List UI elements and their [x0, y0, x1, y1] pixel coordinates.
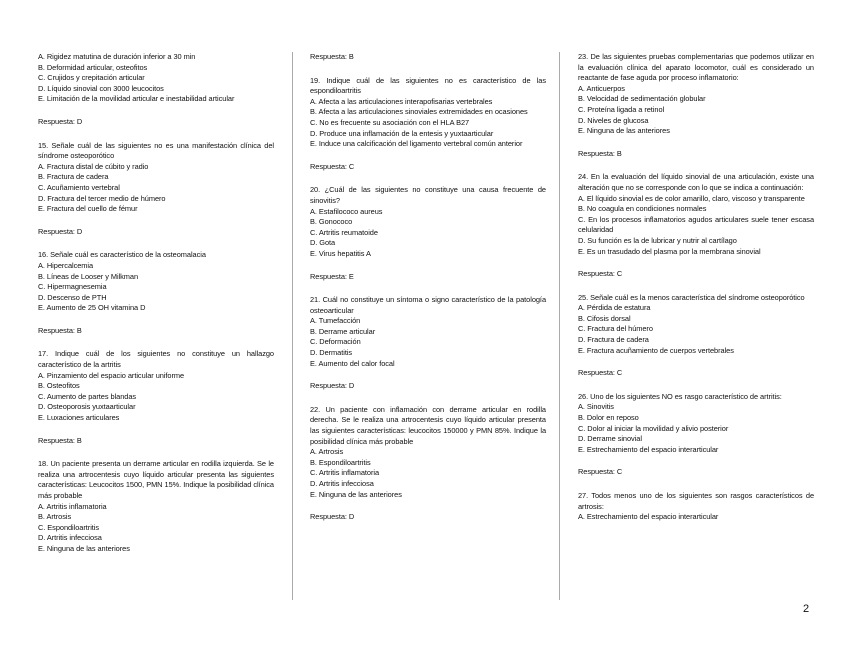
option: E. Virus hepatitis A	[310, 248, 371, 258]
answer: Respuesta: B	[578, 148, 622, 158]
option: B. Artrosis	[38, 512, 72, 522]
option: E. Fractura acuñamiento de cuerpos vertebrales	[578, 345, 734, 355]
option: A. Artritis inflamatoria	[38, 501, 107, 511]
answer: Respuesta: B	[310, 52, 354, 61]
question-stem: 24. En la evaluación del líquido sinovial de una articulación, existe una alteración que no se corresponde con lo que se indica a continuación:	[578, 172, 814, 192]
option: C. Aumento de partes blandas	[38, 391, 137, 401]
option: E. Ninguna de las anteriores	[578, 126, 670, 136]
option: A. Rigidez matutina de duración inferior a 30 min	[38, 52, 196, 61]
option: E. Limitación de la movilidad articular e inestabilidad articular	[38, 94, 235, 104]
answer: Respuesta: C	[578, 269, 623, 279]
question-14-continued	[38, 52, 274, 128]
option: A. Fractura distal de cúbito y radio	[38, 161, 149, 171]
question-stem: 26. Uno de los siguientes NO es rasgo característico de artritis:	[578, 391, 782, 401]
option: A. Pérdida de estatura	[578, 303, 651, 313]
option: C. Dolor al iniciar la movilidad y alivio posterior	[578, 423, 729, 433]
question-20	[310, 185, 546, 282]
option: C. En los procesos inflamatorios agudos articulares suele tener escasa celularidad	[578, 214, 814, 235]
question-21	[310, 295, 546, 392]
option: D. Su función es la de lubricar y nutrir al cartílago	[578, 235, 737, 245]
question-stem: 16. Señale cuál es característico de la osteomalacia	[38, 250, 206, 260]
option: C. Crujidos y crepitación articular	[38, 73, 145, 83]
option: D. Líquido sinovial con 3000 leucocitos	[38, 83, 164, 93]
question-23	[578, 52, 814, 159]
option: D. Descenso de PTH	[38, 292, 107, 302]
option: B. Cifosis dorsal	[578, 313, 631, 323]
option: B. Gonococo	[310, 217, 353, 227]
column-1	[38, 52, 274, 555]
option: A. Sinovitis	[578, 402, 614, 412]
question-stem: 19. Indique cuál de las siguientes no es característico de las espondiloartritis	[310, 75, 546, 96]
question-stem: 22. Un paciente con inflamación con derrame articular en rodilla derecha. Se le realiza una artrocentesis cuyo líquido articular presenta las siguientes características: leucocitos 150000 y PMN 85%. Indique la posibilidad clínica más probable	[310, 404, 546, 446]
option: C. Fractura del húmero	[578, 324, 653, 334]
answer: Respuesta: D	[310, 512, 355, 522]
option: C. Proteína ligada a retinol	[578, 104, 665, 114]
option: D. Niveles de glucosa	[578, 115, 649, 125]
answer: Respuesta: C	[310, 161, 355, 171]
option: A. Hipercalcemia	[38, 260, 94, 270]
answer: Respuesta: C	[578, 467, 623, 477]
option: B. Deformidad articular, osteofitos	[38, 62, 148, 72]
question-22	[310, 405, 546, 523]
option: B. Fractura de cadera	[38, 172, 109, 182]
answer: Respuesta: B	[38, 325, 82, 335]
option: D. Produce una inflamación de la entesis y yuxtaarticular	[310, 128, 494, 138]
option: B. Espondiloartritis	[310, 457, 371, 467]
option: D. Osteoporosis yuxtaarticular	[38, 402, 136, 412]
option: D. Artritis infecciosa	[310, 479, 374, 488]
answer: Respuesta: E	[310, 271, 354, 281]
option: D. Fractura de cadera	[578, 335, 649, 345]
question-stem: 21. Cuál no constituye un síntoma o signo característico de la patología osteoarticular	[310, 295, 546, 315]
column-divider-1	[292, 52, 293, 600]
option: C. Artritis reumatoide	[310, 227, 378, 237]
option: E. Ninguna de las anteriores	[38, 543, 130, 553]
question-stem: 27. Todos menos uno de los siguientes son rasgos característicos de artrosis:	[578, 491, 814, 511]
option: A. Estafilococo aureus	[310, 206, 383, 216]
option: A. Anticuerpos	[578, 83, 625, 93]
answer: Respuesta: B	[38, 435, 82, 445]
option: E. Ninguna de las anteriores	[310, 489, 402, 499]
option: A. El líquido sinovial es de color amarillo, claro, viscoso y transparente	[578, 193, 805, 203]
option: C. Espondiloartritis	[38, 522, 100, 532]
option: D. Dermatitis	[310, 348, 353, 358]
column-divider-2	[559, 52, 560, 600]
question-18	[38, 459, 274, 554]
question-stem: 25. Señale cuál es la menos característica del síndrome osteoporótico	[578, 292, 805, 302]
option: C. Acuñamiento vertebral	[38, 182, 120, 192]
question-25	[578, 293, 814, 379]
option: E. Es un trasudado del plasma por la membrana sinovial	[578, 246, 761, 256]
option: E. Induce una calcificación del ligamento vertebral común anterior	[310, 139, 523, 149]
option: C. Artritis inflamatoria	[310, 468, 380, 478]
question-24	[578, 172, 814, 279]
question-27	[578, 491, 814, 523]
option: D. Gota	[310, 238, 336, 248]
question-stem: 18. Un paciente presenta un derrame articular en rodilla izquierda. Se le realiza una artrocentesis cuyo líquido articular presenta las siguientes características: Leucocitos 1500, PMN 15%. Indique la posibilidad clínica más probable	[38, 459, 274, 500]
option: B. Afecta a las articulaciones sinoviales extremidades en ocasiones	[310, 107, 528, 117]
option: B. Velocidad de sedimentación globular	[578, 94, 706, 104]
option: A. Tumefacción	[310, 316, 361, 326]
answer: Respuesta: D	[38, 116, 83, 126]
question-15	[38, 141, 274, 238]
option: A. Afecta a las articulaciones interapofisarias vertebrales	[310, 96, 493, 106]
column-2	[310, 52, 546, 536]
question-stem: 20. ¿Cuál de las siguientes no constituye una causa frecuente de sinovitis?	[310, 185, 546, 205]
question-16	[38, 250, 274, 336]
question-stem: 23. De las siguientes pruebas complementarias que podemos utilizar en la evaluación clínica del aparato locomotor, cuál es considerado un reactante de fase aguda por proceso inflamatorio:	[578, 52, 814, 83]
option: C. Deformación	[310, 337, 361, 347]
option: B. Derrame articular	[310, 326, 376, 336]
option: B. Líneas de Looser y Milkman	[38, 271, 139, 281]
answer: Respuesta: D	[310, 381, 355, 391]
option: B. Dolor en reposo	[578, 413, 639, 423]
option: E. Fractura del cuello de fémur	[38, 204, 138, 214]
option: D. Derrame sinovial	[578, 434, 642, 444]
option: B. Osteofitos	[38, 381, 80, 391]
option: D. Fractura del tercer medio de húmero	[38, 193, 166, 203]
option: A. Artrosis	[310, 447, 344, 457]
option: E. Aumento del calor focal	[310, 358, 395, 368]
question-26	[578, 392, 814, 478]
option: E. Aumento de 25 OH vitamina D	[38, 303, 146, 313]
option: E. Estrechamiento del espacio interarticular	[578, 444, 719, 454]
option: A. Estrechamiento del espacio interarticular	[578, 512, 719, 522]
answer: Respuesta: C	[578, 368, 623, 378]
question-stem: 15. Señale cuál de las siguientes no es una manifestación clínica del síndrome osteoporótico	[38, 140, 274, 161]
question-stem: 17. Indique cuál de los siguientes no constituye un hallazgo característico de la artritis	[38, 349, 274, 370]
answer: Respuesta: D	[38, 226, 83, 236]
option: C. No es frecuente su asociación con el HLA B27	[310, 117, 470, 127]
option: A. Pinzamiento del espacio articular uniforme	[38, 370, 185, 380]
option: B. No coagula en condiciones normales	[578, 204, 707, 214]
option: D. Artritis infecciosa	[38, 533, 102, 543]
column-3	[578, 52, 814, 523]
question-19	[310, 76, 546, 173]
question-17	[38, 349, 274, 446]
option: C. Hipermagnesemia	[38, 282, 107, 292]
option: E. Luxaciones articulares	[38, 413, 120, 423]
page-number: 2	[803, 603, 810, 615]
